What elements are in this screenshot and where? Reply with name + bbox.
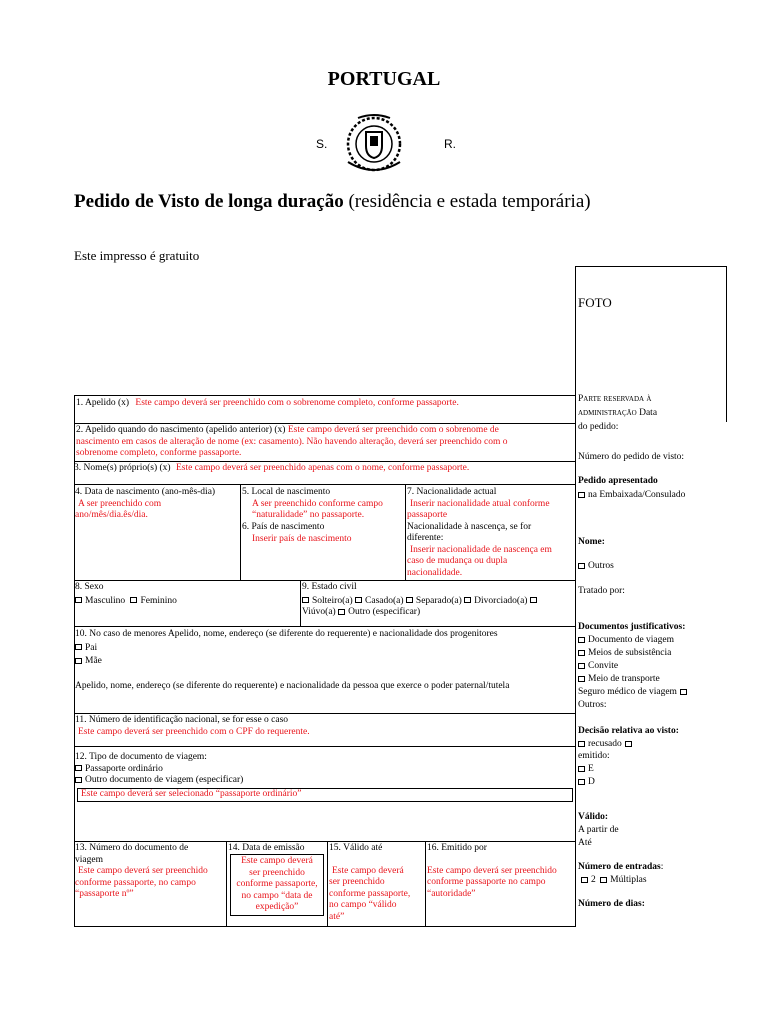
field-7-hint-a: Inserir nacionalidade atual conforme (410, 498, 550, 509)
admin-handled: Tratado por: (578, 586, 625, 596)
admin-doc-means-label: Meios de subsistência (588, 648, 672, 658)
form-title (74, 191, 591, 213)
field-8-label: 8. Sexo (75, 582, 104, 592)
admin-entries-two-label: 2 (591, 875, 596, 885)
admin-embassy-checkbox[interactable] (578, 492, 585, 498)
field-16-hint-c: “autoridade” (427, 888, 476, 899)
civil-other-label: Outro (especificar) (348, 607, 421, 617)
admin-name: Nome: (578, 537, 605, 547)
doc-ordinary-checkbox[interactable] (75, 765, 82, 771)
field-14-hint-a: Este campo deverá (241, 856, 313, 866)
field-4-hint-b: ano/mês/dia.ês/dia. (75, 510, 148, 520)
admin-doc-invite-checkbox[interactable] (578, 663, 585, 669)
admin-reserved-a: Parte reservada à (578, 394, 652, 404)
admin-entries: Número de entradas (578, 862, 661, 872)
field-2-hint-c: sobrenome completo, conforme passaporte. (76, 448, 242, 458)
admin-doc-travel-row (578, 634, 674, 647)
field-6-birth-country[interactable] (242, 522, 404, 545)
field-12-travel-doc-type (75, 752, 573, 787)
admin-days: Número de dias: (578, 899, 645, 909)
civil-married-label: Casado(a) (365, 595, 404, 606)
admin-number: Número do pedido de visto: (578, 452, 685, 462)
field-13-doc-number[interactable] (75, 843, 225, 901)
admin-refused-label: recusado (588, 739, 622, 749)
admin-entries-options (581, 874, 647, 887)
field-5-hint-a: A ser preenchido conforme campo (252, 498, 383, 509)
field-13-hint-c: “passaporte nº” (75, 889, 134, 899)
field-2-label: 2. Apelido quando do nascimento (apelido anterior) (x) (76, 425, 286, 435)
field-9-civil-status (302, 582, 574, 619)
field-5-hint-b: “naturalidade” no passaporte. (252, 510, 365, 520)
admin-days-label: Número de dias (578, 899, 642, 909)
field-1-surname[interactable] (76, 398, 574, 410)
field-10-guardian: Apelido, nome, endereço (se diferente do requerente) e nacionalidade da pessoa que exerce o poder paternal/tutela (75, 680, 510, 691)
sex-male-label: Masculino (85, 595, 126, 606)
doc-other-checkbox[interactable] (75, 777, 82, 783)
admin-opt-e-checkbox[interactable] (578, 766, 585, 772)
admin-date-b: do pedido: (578, 422, 619, 432)
admin-issued: emitido: (578, 751, 610, 761)
admin-docs: Documentos justificativos: (578, 622, 686, 632)
admin-doc-transport-row (578, 673, 660, 686)
field-11-national-id[interactable] (75, 715, 573, 738)
civil-divorced-label: Divorciado(a) (474, 595, 528, 606)
civil-divorced-checkbox[interactable] (464, 597, 471, 603)
admin-issued-checkbox[interactable] (625, 741, 632, 747)
field-12-hint-box (77, 788, 573, 802)
admin-submitted: Pedido apresentado (578, 476, 658, 486)
admin-doc-others: Outros: (578, 700, 607, 710)
field-13-label-b: viagem (75, 854, 103, 865)
admin-refused-checkbox[interactable] (578, 741, 585, 747)
field-14-hint-e: expedição” (255, 902, 299, 912)
coat-of-arms-icon (340, 112, 408, 176)
admin-opt-d-checkbox[interactable] (578, 779, 585, 785)
civil-single-label: Solteiro(a) (312, 595, 353, 606)
doc-other-label: Outro documento de viagem (especificar) (85, 775, 244, 785)
admin-embassy-row (578, 489, 685, 502)
field-14-hint-box (230, 854, 324, 916)
parent-father-label: Pai (85, 642, 98, 653)
civil-widowed-checkbox[interactable] (338, 609, 345, 615)
field-2-hint-a: Este campo deverá ser preenchido com o sobrenome de (287, 425, 499, 435)
field-15-hint-b: ser preenchido (329, 877, 385, 887)
parent-father-checkbox[interactable] (75, 644, 82, 650)
field-15-hint-c: conforme passaporte, (329, 888, 411, 899)
admin-entries-two-checkbox[interactable] (581, 877, 588, 883)
admin-others-row (578, 560, 614, 573)
admin-doc-invite-row (578, 660, 618, 673)
field-1-hint: Este campo deverá ser preenchido com o sobrenome completo, conforme passaporte. (135, 398, 459, 408)
parent-mother-checkbox[interactable] (75, 658, 82, 664)
form-title-sub: (residência e estada temporária) (348, 191, 591, 212)
field-4-birth-date[interactable] (75, 487, 239, 522)
admin-doc-insurance-label: Seguro médico de viagem (578, 687, 677, 697)
admin-reserved-b: administração (578, 408, 637, 418)
field-11-label: 11. Número de identificação nacional, se for esse o caso (75, 715, 289, 725)
field-5-label: 5. Local de nascimento (242, 487, 331, 497)
admin-embassy-label: na Embaixada/Consulado (588, 490, 686, 500)
civil-divorced-extra-checkbox[interactable] (530, 597, 537, 603)
admin-doc-travel-checkbox[interactable] (578, 637, 585, 643)
field-7-hint-b: passaporte (407, 510, 448, 520)
admin-decision: Decisão relativa ao visto: (578, 726, 679, 736)
admin-opt-e-row (578, 763, 594, 776)
admin-entries-multi-label: Múltiplas (610, 875, 647, 885)
field-8-sex (75, 582, 299, 607)
admin-opt-d-label: D (588, 777, 595, 787)
sex-female-label: Feminino (140, 595, 177, 606)
field-16-issued-by[interactable] (427, 843, 575, 900)
country-title: PORTUGAL (327, 68, 441, 90)
field-4-label: 4. Data de nascimento (ano-mês-dia) (75, 487, 216, 497)
field-7-birth-hint-b: caso de mudança ou dupla (407, 556, 508, 566)
admin-doc-means-row (578, 647, 671, 660)
field-11-hint: Este campo deverá ser preenchido com o CPF do requerente. (78, 726, 310, 737)
field-16-hint-a: Este campo deverá ser preenchido (427, 865, 557, 876)
field-15-label: 15. Válido até (329, 843, 383, 853)
field-6-label: 6. País de nascimento (242, 522, 325, 532)
field-14-hint-d: no campo “data de (241, 890, 313, 901)
admin-from: A partir de (578, 825, 619, 835)
admin-doc-transport-label: Meio de transporte (588, 674, 660, 684)
photo-label: FOTO (578, 295, 612, 310)
field-7-birth-hint-a: Inserir nacionalidade de nascença em (410, 544, 552, 555)
sex-male-checkbox[interactable] (75, 597, 82, 603)
field-10-parents[interactable] (75, 629, 573, 692)
civil-widowed-label: Viúvo(a) (302, 607, 336, 617)
field-2-hint-b: nascimento em casos de alteração de nome (ex: casamento). Não havendo alteração, deverá ser preenchido com o (76, 436, 508, 447)
admin-doc-insurance-row (578, 686, 690, 699)
form-title-main: Pedido de Visto de longa duração (74, 191, 344, 212)
seal-left-letter: S. (316, 137, 328, 151)
admin-others-checkbox[interactable] (578, 563, 585, 569)
field-2-birth-surname[interactable] (76, 425, 574, 460)
field-3-hint: Este campo deverá ser preenchido apenas com o nome, conforme passaporte. (175, 463, 470, 473)
civil-separated-label: Separado(a) (415, 595, 462, 606)
field-15-hint-a: Este campo deverá (332, 865, 404, 876)
field-14-label: 14. Data de emissão (228, 843, 305, 853)
field-14-hint-c: conforme passaporte, (236, 879, 318, 889)
field-6-hint: Inserir país de nascimento (252, 533, 352, 544)
free-note: Este impresso é gratuito (74, 248, 200, 263)
field-13-hint-a: Este campo deverá ser preenchido (78, 866, 208, 876)
field-7-birth-hint-c: nacionalidade. (407, 567, 463, 578)
admin-others-label: Outros (588, 561, 614, 571)
admin-doc-means-checkbox[interactable] (578, 650, 585, 656)
sex-female-checkbox[interactable] (130, 597, 137, 603)
admin-opt-d-row (578, 776, 595, 789)
field-15-hint-d: no campo “válido (329, 900, 397, 910)
field-5-birth-place[interactable] (242, 487, 404, 522)
field-10-label: 10. No caso de menores Apelido, nome, endereço (se diferente do requerente) e nacionalidade dos progenitores (75, 629, 498, 639)
admin-reserved-line (578, 407, 657, 420)
field-14-hint-b: ser preenchido (249, 867, 305, 878)
admin-doc-invite-label: Convite (588, 661, 619, 671)
doc-ordinary-label: Passaporte ordinário (85, 763, 163, 774)
field-7-birth-a: Nacionalidade à nascença, se for (407, 521, 532, 532)
civil-single-checkbox[interactable] (302, 597, 309, 603)
civil-separated-checkbox[interactable] (406, 597, 413, 603)
parent-mother-label: Mãe (85, 656, 102, 666)
field-15-hint-e: até” (329, 911, 345, 922)
field-7-label: 7. Nacionalidade actual (407, 487, 497, 497)
field-13-label-a: 13. Número do documento de (75, 843, 189, 853)
field-16-label: 16. Emitido por (427, 843, 487, 853)
field-13-hint-b: conforme passaporte, no campo (75, 877, 196, 888)
field-14-issue-date[interactable] (228, 843, 326, 855)
admin-until: Até (578, 838, 592, 848)
field-7-nationality[interactable] (407, 487, 575, 579)
field-4-hint-a: A ser preenchido com (78, 498, 162, 509)
admin-opt-e-label: E (588, 764, 594, 774)
admin-doc-insurance-checkbox[interactable] (680, 689, 687, 695)
civil-married-checkbox[interactable] (355, 597, 362, 603)
field-15-valid-until[interactable] (329, 843, 424, 923)
admin-entries-row (578, 861, 663, 874)
admin-entries-colon: : (660, 862, 664, 872)
admin-doc-travel-label: Documento de viagem (588, 635, 675, 645)
field-16-hint-b: conforme passaporte no campo (427, 877, 546, 887)
admin-date: Data (639, 408, 658, 418)
admin-doc-transport-checkbox[interactable] (578, 676, 585, 682)
field-12-hint: Este campo deverá ser selecionado “passaporte ordinário” (81, 789, 302, 799)
admin-valid: Válido: (578, 812, 609, 822)
field-9-label: 9. Estado civil (302, 582, 357, 592)
field-3-label: 3. Nome(s) próprio(s) (x) (74, 463, 171, 473)
field-3-given-names[interactable] (74, 463, 574, 475)
field-12-label: 12. Tipo de documento de viagem: (75, 752, 207, 762)
field-7-birth-b: diferente: (407, 533, 444, 543)
admin-entries-multi-checkbox[interactable] (600, 877, 607, 883)
field-1-label: 1. Apelido (x) (76, 398, 130, 408)
seal-right-letter: R. (444, 137, 456, 151)
